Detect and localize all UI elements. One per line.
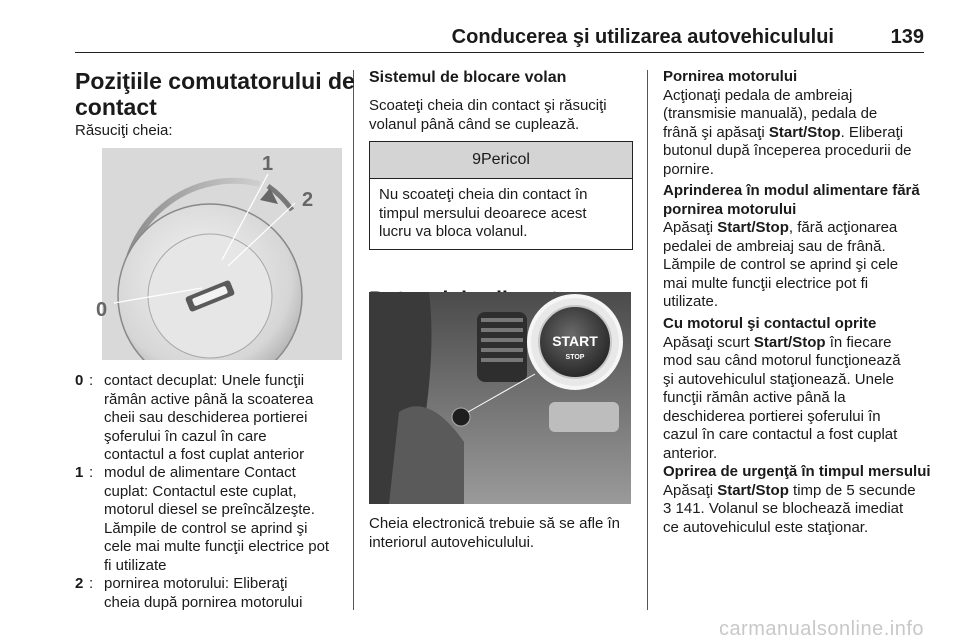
definition-line: contact decuplat: Unele funcţii [104,372,305,389]
vent-slat [481,358,523,362]
definition-line: Lămpile de control se aprind şi [104,519,308,537]
text-span: timp de 5 secunde [788,481,916,499]
text-line: Acţionaţi pedala de ambreiaj [663,86,853,104]
warning-line: timpul mersului deoarece acest [379,204,587,222]
definition-line: cheii sau deschiderea portierei [104,409,308,426]
text-span: Apăsaţi [663,219,718,236]
start-label: START [552,333,598,349]
text-line [663,482,948,501]
text-line: Cheia electronică trebuie să se afle în [369,515,620,532]
definition-line: cheia după pornirea motorului [104,593,303,611]
small-button-icon [452,408,470,426]
label-2: 2 [302,189,314,211]
start-stop-term: Start/Stop [753,333,826,351]
text-line: anterior. [663,444,718,462]
subheading: pornirea motorului [663,200,797,218]
definition-colon: : [89,575,94,592]
ignition-switch-figure [92,148,342,360]
definition-line: rămân active până la scoaterea [104,390,314,408]
air-vent [477,312,527,382]
subheading: Oprirea de urgenţă în timpul mersului [663,463,931,480]
definition-text [104,575,344,612]
power-button-figure [369,292,631,504]
control-panel [549,402,619,432]
definition-text [104,372,344,465]
definition-colon: : [89,464,94,481]
subheading: Pornirea motorului [663,68,798,85]
text-span: 141. Volanul se blochează imediat [671,500,904,517]
text-line [663,219,943,238]
running-title: Conducerea şi utilizarea autovehiculului [451,26,834,48]
power-mode-block [663,182,943,312]
definition-number: 1 [75,464,84,481]
page-header [75,26,924,53]
vent-slat [481,338,523,342]
emergency-stop-block [663,463,948,537]
warning-line: lucru va bloca volanul. [379,223,528,240]
text-line: deschiderea portierei şoferului în [663,407,881,425]
definition-text [104,464,344,575]
vent-slat [481,328,523,332]
engine-start-block [663,68,943,179]
definition-line: motorul diesel se preîncălzeşte. [104,501,315,518]
heading-line: Poziţiile comutatorului de [75,68,355,94]
warning-body [370,179,632,249]
text-line: utilizate. [663,293,719,310]
definition-number: 2 [75,575,84,592]
definition-line: fi utilizate [104,556,167,574]
engine-off-block [663,315,943,463]
vent-slat [481,348,523,352]
text-line: butonul după începerea procedurii de [663,142,912,159]
definition-line: contactul a fost cuplat anterior [104,446,305,463]
text-line: funcţii rămân active până la [663,389,846,406]
heading-line: contact [75,94,157,120]
text-line [663,500,948,519]
text-span: Apăsaţi [663,481,718,499]
vent-slat [481,318,523,322]
text-line: ce autovehiculul este staţionar. [663,518,869,536]
text-span: în fiecare [825,333,892,351]
column-divider [353,70,354,610]
power-button-caption [369,515,620,552]
column-divider [647,70,648,610]
warning-header [370,142,632,179]
definition-line: şoferului în cazul în care [104,427,267,445]
text-line: Scoateţi cheia din contact şi răsuciţi [369,97,607,114]
text-line: volanul până când se cuplează. [369,115,580,133]
steering-lock-text [369,97,607,134]
label-0: 0 [96,299,108,321]
text-line: mod sau când motorul funcţionează [663,352,901,369]
label-1: 1 [262,153,274,175]
watermark: carmanualsonline.info [718,618,924,640]
text-line: cazul în care contactul a fost cuplat [663,426,898,443]
text-line: Lămpile de control se aprind şi cele [663,256,899,273]
text-line: şi autovehiculul staţionează. Unele [663,370,894,388]
start-stop-term: Start/Stop [717,219,789,236]
definition-line: pornirea motorului: Eliberaţi [104,575,288,592]
warning-icon: 9 [472,151,481,168]
warning-box [369,141,633,250]
definition-line: cele mai multe funcţii electrice pot [104,538,330,555]
definition-number: 0 [75,372,84,389]
text-span: , fără acţionarea [788,219,898,236]
text-span: frână şi apăsaţi [663,123,769,141]
text-line [663,124,943,143]
definition-line: cuplat: Contactul este cuplat, [104,482,297,500]
intro-text: Răsuciţi cheia: [75,122,173,139]
text-line: (transmisie manuală), pedala de [663,105,878,122]
subheading: Cu motorul şi contactul oprite [663,315,877,332]
stop-label: STOP [565,354,585,361]
text-line [663,334,943,353]
warning-title: Pericol [481,151,530,168]
section-heading-ignition [75,68,355,120]
text-line: pornire. [663,160,714,178]
definition-line: modul de alimentare Contact [104,464,296,481]
page-reference-icon: 3 [663,500,672,517]
text-line: mai multe funcţii electrice pot fi [663,274,869,292]
start-stop-term: Start/Stop [717,481,789,499]
section-heading-steering-lock: Sistemul de blocare volan [369,69,567,86]
text-line: pedalei de ambreiaj sau de frână. [663,237,886,255]
start-stop-term: Start/Stop [768,123,841,141]
text-span: Apăsaţi scurt [663,333,754,351]
text-line: interiorul autovehiculului. [369,533,535,551]
text-span: . Eliberaţi [840,123,904,141]
page-number: 139 [890,26,924,48]
warning-line: Nu scoateţi cheia din contact în [379,186,588,203]
definition-colon: : [89,372,94,389]
subheading: Aprinderea în modul alimentare fără [663,182,920,199]
